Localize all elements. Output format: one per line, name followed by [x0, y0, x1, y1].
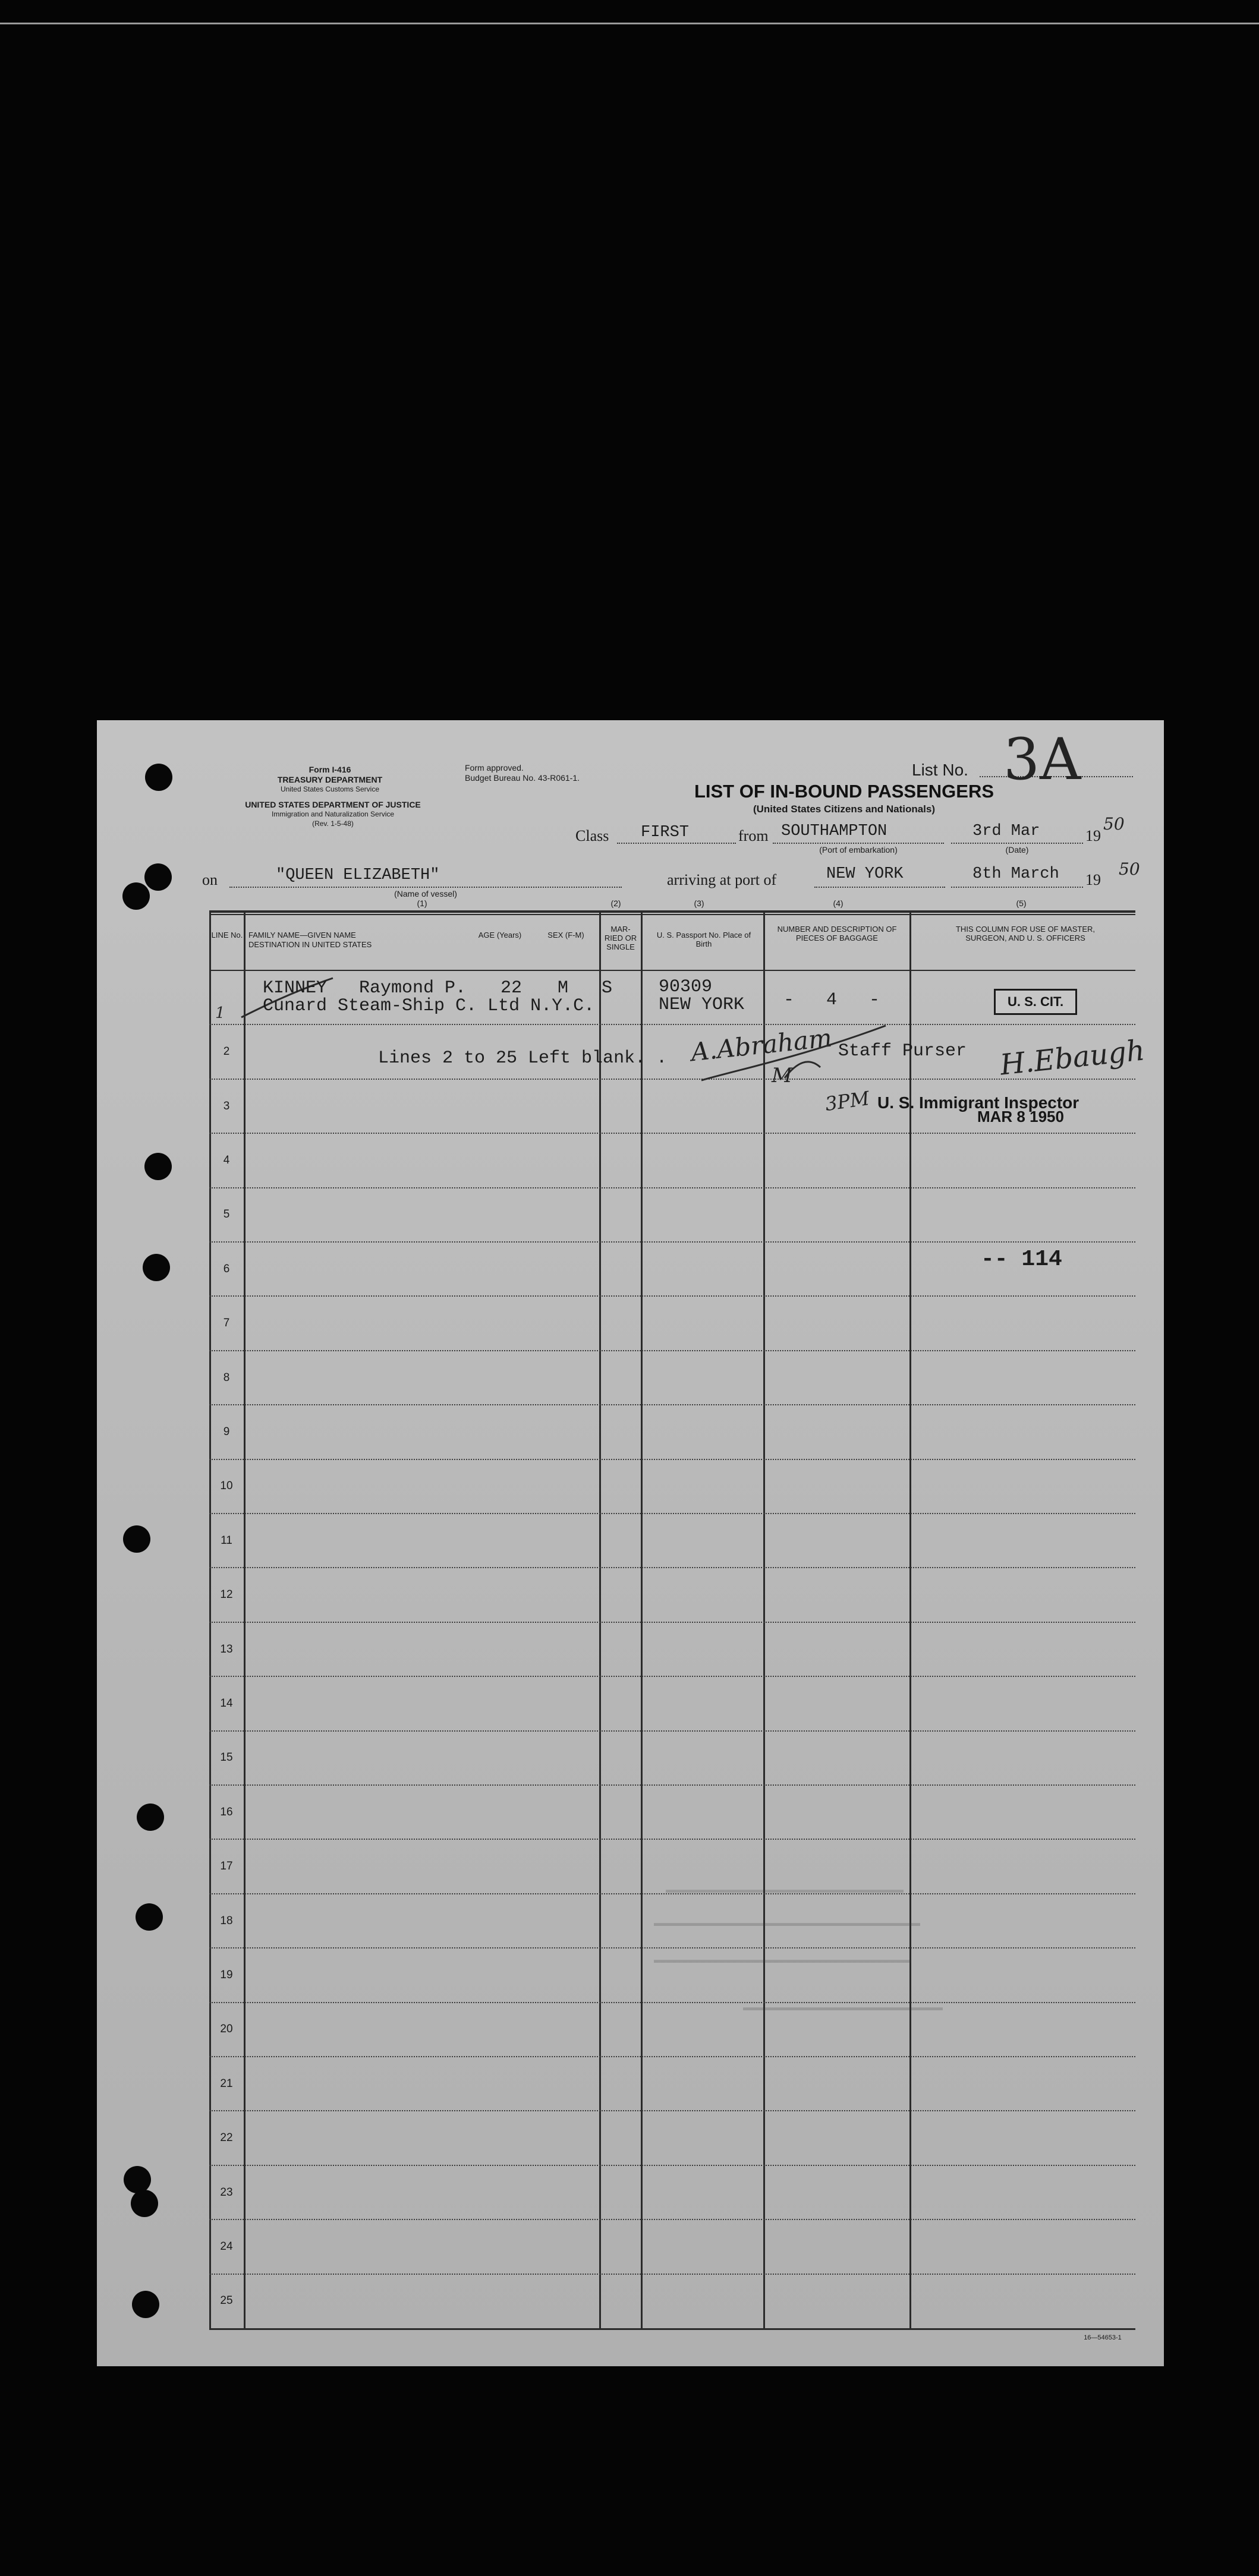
purser-initials: M: [772, 1064, 792, 1087]
class-line: [617, 843, 736, 844]
table-top-border-2: [209, 914, 1135, 915]
inspection-date-stamp: MAR 8 1950: [977, 1108, 1064, 1125]
arriving-label: arriving at port of: [667, 871, 777, 888]
col-header-line: LINE No.: [211, 931, 243, 939]
table-row-rule: [209, 1567, 1135, 1568]
arrival-date-line: [951, 887, 1083, 888]
line-number: 6: [223, 1262, 230, 1275]
on-label: on: [202, 871, 218, 888]
punch-hole: [122, 882, 150, 910]
line-number: 25: [220, 2294, 233, 2307]
col-num-2: (2): [610, 898, 621, 908]
bleed-through: ▬▬▬▬▬▬▬▬▬▬▬▬▬▬▬▬▬▬▬▬▬▬▬▬▬: [666, 1885, 904, 1895]
col-divider: [209, 910, 211, 2330]
punch-hole: [136, 1903, 163, 1931]
line-number: 8: [223, 1371, 230, 1384]
year-value: 50: [1103, 814, 1125, 834]
col-header-officers: THIS COLUMN FOR USE OF MASTER, SURGEON, AND U. S. OFFICERS: [955, 925, 1095, 942]
vessel-name: "QUEEN ELIZABETH": [276, 866, 440, 884]
year-prefix-2: 19: [1085, 871, 1101, 888]
table-row-rule: [209, 1241, 1135, 1243]
budget-bureau: Budget Bureau No. 43-R061-1.: [465, 773, 580, 783]
line-number: 10: [220, 1480, 233, 1493]
col-header-destination: DESTINATION IN UNITED STATES: [248, 940, 372, 949]
line-number: 23: [220, 2186, 233, 2199]
line-number: 9: [223, 1425, 230, 1438]
baggage-count: - 4 -: [783, 990, 880, 1010]
passenger-marital: S: [602, 978, 613, 998]
inspector-title-stamp: U. S. Immigrant Inspector: [877, 1093, 1079, 1112]
list-no-label: List No.: [912, 761, 968, 779]
table-row-rule: [209, 1187, 1135, 1188]
revision-date: (Rev. 1-5-48): [312, 819, 354, 828]
time-note: 3PM: [823, 1086, 871, 1116]
vessel-caption: (Name of vessel): [394, 889, 457, 898]
table-top-border: [209, 910, 1135, 913]
punch-hole: [145, 764, 172, 791]
line-number: 15: [220, 1751, 233, 1764]
line-number: 20: [220, 2023, 233, 2036]
line-number: 13: [220, 1642, 233, 1656]
header-bottom-border: [209, 970, 1135, 971]
bleed-through: ▬▬▬▬▬▬▬▬▬▬▬▬▬▬▬▬▬▬▬▬▬: [743, 2003, 943, 2013]
inspector-signature: H.Ebaugh: [998, 1033, 1147, 1082]
table-row-rule: [209, 2002, 1135, 2003]
footer-code: 16—54653-1: [1084, 2334, 1122, 2341]
us-citizen-stamp: U. S. CIT.: [994, 989, 1077, 1015]
col-header-baggage: NUMBER AND DESCRIPTION OF PIECES OF BAGGAGE: [777, 925, 897, 942]
line-number: 24: [220, 2240, 233, 2253]
table-row-rule: [209, 1730, 1135, 1732]
table-bottom-border: [209, 2328, 1135, 2330]
document-title: LIST OF IN-BOUND PASSENGERS: [694, 781, 994, 802]
line-number: 5: [223, 1208, 230, 1221]
purser-signature: A.Abraham: [690, 1023, 833, 1067]
punch-hole: [132, 2291, 159, 2318]
bleed-through: ▬▬▬▬▬▬▬▬▬▬▬▬▬▬▬▬▬▬▬▬▬▬▬▬▬▬▬▬: [654, 1918, 920, 1928]
line-number: 22: [220, 2132, 233, 2145]
vessel-line: [229, 887, 622, 888]
table-row-rule: [209, 1404, 1135, 1405]
page-count: -- 114: [981, 1247, 1062, 1272]
table-row-rule: [209, 1676, 1135, 1677]
year-prefix: 19: [1085, 827, 1101, 844]
table-row-rule: [209, 1513, 1135, 1514]
blank-lines-note: Lines 2 to 25 Left blank. .: [378, 1048, 668, 1068]
col-num-1: (1): [417, 898, 427, 908]
table-row-rule: [209, 1024, 1135, 1025]
line-number: 14: [220, 1697, 233, 1710]
table-row-rule: [209, 2219, 1135, 2220]
class-value: FIRST: [641, 824, 690, 841]
line-number: 4: [223, 1153, 230, 1166]
port-line: [773, 843, 944, 844]
bleed-through: ▬▬▬▬▬▬▬▬▬▬▬▬▬▬▬▬▬▬▬▬▬▬▬▬▬▬▬: [654, 1955, 911, 1965]
form-number: Form I-416: [309, 765, 351, 774]
passenger-age: 22: [501, 978, 523, 998]
customs-service: United States Customs Service: [280, 785, 380, 793]
scan-top-line: [0, 23, 1259, 24]
table-row-rule: [209, 2274, 1135, 2275]
arrival-port-line: [814, 887, 945, 888]
document-subtitle: (United States Citizens and Nationals): [753, 803, 936, 815]
punch-hole: [144, 1153, 172, 1180]
year-value-2: 50: [1119, 859, 1140, 879]
punch-hole: [123, 1525, 150, 1553]
date-line: [951, 843, 1083, 844]
line-number: 18: [220, 1914, 233, 1927]
embark-port: SOUTHAMPTON: [781, 822, 887, 840]
line-number: 19: [220, 1968, 233, 1981]
table-row-rule: [209, 1133, 1135, 1134]
purser-title: Staff Purser: [838, 1041, 967, 1061]
col-header-age: AGE (Years): [478, 931, 522, 939]
arrival-port: NEW YORK: [826, 865, 904, 883]
list-number: 3A: [1003, 726, 1081, 793]
passenger-destination: Cunard Steam-Ship C. Ltd N.Y.C.: [263, 996, 595, 1016]
line-number: 21: [220, 2077, 233, 2090]
line-number: 3: [223, 1099, 230, 1112]
table-row-rule: [209, 2165, 1135, 2166]
table-row-rule: [209, 1622, 1135, 1623]
table-row-rule: [209, 1784, 1135, 1786]
punch-hole: [124, 2166, 151, 2193]
table-row-rule: [209, 1839, 1135, 1840]
punch-hole: [137, 1803, 164, 1831]
col-header-married: MAR-RIED OR SINGLE: [604, 925, 637, 951]
passenger-name: KINNEY Raymond P.: [263, 978, 467, 998]
ins-service: Immigration and Naturalization Service: [271, 810, 395, 818]
justice-dept: UNITED STATES DEPARTMENT OF JUSTICE: [245, 800, 421, 809]
passport-number: 90309: [659, 977, 713, 997]
table-row-rule: [209, 1947, 1135, 1948]
punch-hole: [144, 863, 172, 891]
port-caption: (Port of embarkation): [819, 845, 898, 855]
punch-hole: [131, 2190, 158, 2217]
col-header-family-name: FAMILY NAME—GIVEN NAME: [248, 931, 356, 939]
treasury-dept: TREASURY DEPARTMENT: [277, 775, 383, 784]
line-number: 12: [220, 1588, 233, 1601]
line-number: 2: [223, 1045, 230, 1058]
date-caption: (Date): [1005, 845, 1029, 855]
form-approved: Form approved.: [465, 763, 524, 773]
line-one-mark: 1: [215, 1004, 225, 1022]
birthplace: NEW YORK: [659, 995, 745, 1015]
col-num-4: (4): [833, 898, 843, 908]
punch-hole: [143, 1254, 170, 1281]
table-row-rule: [209, 1459, 1135, 1460]
table-row-rule: [209, 2110, 1135, 2111]
col-num-3: (3): [694, 898, 704, 908]
class-label: Class: [575, 827, 609, 844]
table-row-rule: [209, 1295, 1135, 1297]
line-number: 16: [220, 1805, 233, 1818]
passenger-sex: M: [558, 978, 569, 998]
col-num-5: (5): [1016, 898, 1027, 908]
line-number: 17: [220, 1860, 233, 1873]
manifest-page: [97, 720, 1164, 2366]
line-number: 11: [221, 1534, 232, 1547]
line-number: 7: [223, 1317, 230, 1330]
table-row-rule: [209, 1350, 1135, 1351]
embark-date: 3rd Mar: [972, 822, 1040, 840]
from-label: from: [738, 827, 769, 844]
table-row-rule: [209, 2056, 1135, 2057]
arrival-date: 8th March: [972, 865, 1059, 883]
table-row-rule: [209, 1079, 1135, 1080]
col-header-sex: SEX (F-M): [547, 931, 584, 939]
col-header-passport: U. S. Passport No. Place of Birth: [656, 931, 751, 948]
